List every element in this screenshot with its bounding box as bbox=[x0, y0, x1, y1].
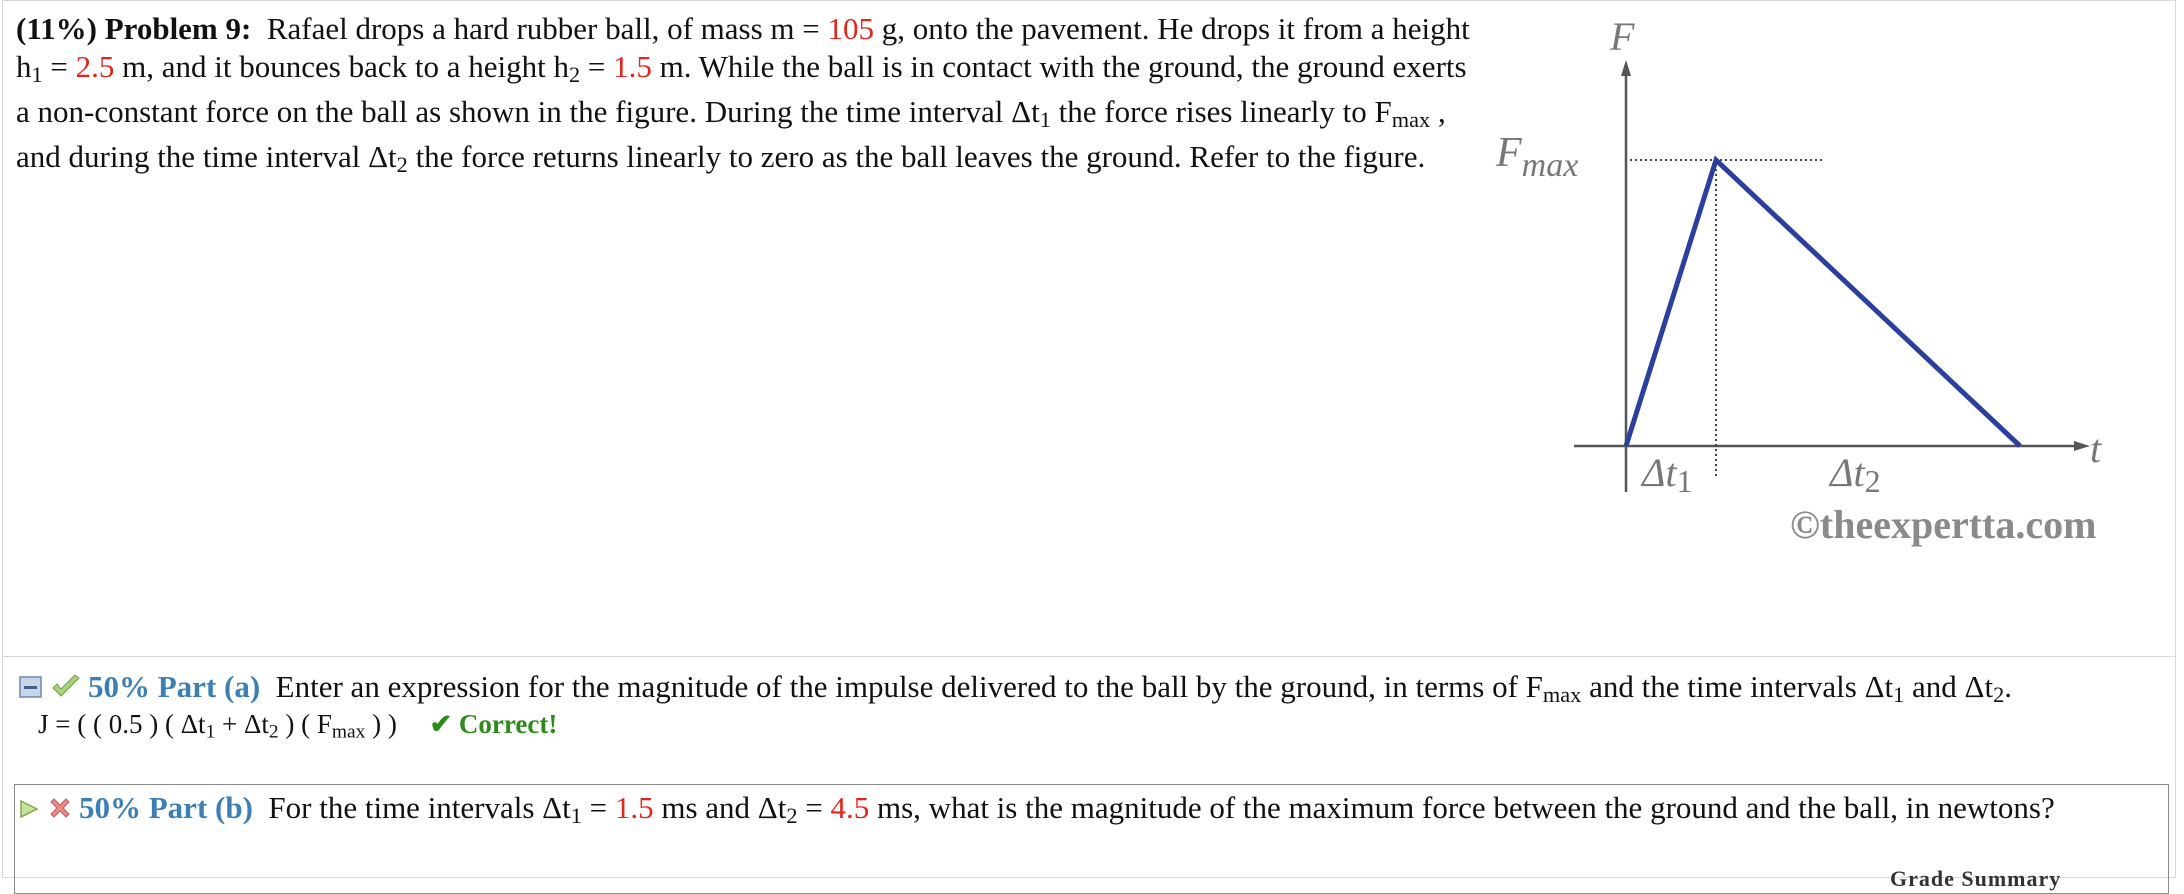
part-a-sub-2: 2 bbox=[1993, 681, 2005, 707]
answer-text-3: ) ( F bbox=[278, 709, 332, 739]
problem-label: Problem 9: bbox=[104, 11, 252, 46]
problem-statement bbox=[16, 10, 1486, 184]
watermark: ©theexpertta.com bbox=[1790, 502, 2097, 547]
y-axis-arrow-icon bbox=[1621, 60, 1631, 76]
answer-sub-1: 1 bbox=[205, 721, 216, 743]
section-divider bbox=[2, 656, 2176, 657]
part-a-question-2: and the time intervals Δt bbox=[1581, 669, 1894, 704]
dt2-label-sub: 2 bbox=[1864, 463, 1881, 499]
problem-text-7: the force rises linearly to F bbox=[1050, 93, 1392, 129]
part-b-question-5: ms, what is the magnitude of the maximum force between the ground and the ball, in newtons? bbox=[869, 790, 2055, 825]
h1-subscript: 1 bbox=[31, 61, 43, 87]
dt2-label bbox=[1828, 450, 1881, 499]
problem-text-8: , and during the time interval Δt bbox=[16, 93, 1446, 175]
dt1-label bbox=[1640, 450, 1693, 499]
expand-arrow-icon[interactable] bbox=[17, 792, 41, 830]
part-a-question-1: Enter an expression for the magnitude of the impulse delivered to the ball by the ground, in terms of F bbox=[275, 669, 1543, 704]
problem-text-4: m, and it bounces back to a height h bbox=[114, 48, 569, 84]
force-curve bbox=[1626, 160, 2020, 446]
dt1-label-sub: 1 bbox=[1676, 463, 1693, 499]
problem-text-9: the force returns linearly to zero as the ball leaves the ground. Refer to the figure. bbox=[407, 139, 1426, 175]
h2-subscript: 2 bbox=[568, 61, 581, 87]
part-a-label[interactable]: 50% Part (a) bbox=[88, 669, 261, 704]
dt2-label-main: Δt bbox=[1830, 450, 1865, 495]
part-b-question-4: = bbox=[797, 790, 831, 825]
part-b-question bbox=[17, 789, 2137, 835]
part-b-sub-2: 2 bbox=[786, 802, 798, 828]
part-b-question-1: For the time intervals Δt bbox=[268, 790, 571, 825]
part-b-question-3: ms and Δt bbox=[653, 790, 787, 825]
x-axis-label: t bbox=[2090, 426, 2102, 471]
dt2-subscript: 2 bbox=[396, 152, 408, 178]
fmax-label-main: F bbox=[1496, 130, 1522, 176]
part-b-sub-1: 1 bbox=[570, 802, 582, 828]
part-a-sub-max: max bbox=[1542, 681, 1582, 707]
h2-value: 1.5 bbox=[613, 48, 652, 84]
fmax-label-sub: max bbox=[1521, 147, 1579, 184]
problem-text-2: g, onto the pavement. He drops it from a height h bbox=[16, 11, 1470, 84]
dt1-value: 1.5 bbox=[614, 790, 654, 825]
force-time-figure bbox=[1490, 0, 2180, 560]
part-a-question-4: . bbox=[2004, 669, 2012, 704]
answer-sub-2: 2 bbox=[268, 721, 279, 743]
correct-status: ✔ Correct! bbox=[429, 709, 558, 739]
fmax-label bbox=[1495, 130, 1578, 184]
collapse-icon[interactable] bbox=[18, 671, 44, 709]
x-axis-arrow-icon bbox=[2074, 441, 2090, 451]
grade-summary-label: Grade Summary bbox=[1890, 866, 2062, 891]
dt1-label-main: Δt bbox=[1642, 450, 1677, 495]
answer-sub-max: max bbox=[331, 721, 366, 743]
part-b-panel bbox=[14, 784, 2169, 894]
part-a-sub-1: 1 bbox=[1893, 681, 1905, 707]
incorrect-x-icon bbox=[47, 792, 73, 830]
part-a-question-3: and Δt bbox=[1904, 669, 1994, 704]
problem-text-6: m. While the ball is in contact with the ground, the ground exerts a non-constant force on the ball as shown in the figure. During the time interval Δt bbox=[16, 48, 1467, 129]
part-b-question-2: = bbox=[581, 790, 615, 825]
part-b-label[interactable]: 50% Part (b) bbox=[79, 790, 253, 825]
answer-text-1: J = ( ( 0.5 ) ( Δt bbox=[38, 709, 206, 739]
problem-text-5: = bbox=[580, 48, 614, 84]
problem-text-3: = bbox=[42, 48, 76, 84]
problem-text-1: Rafael drops a hard rubber ball, of mass m = bbox=[266, 11, 828, 46]
answer-text-4: ) ) bbox=[365, 709, 397, 739]
dt1-subscript: 1 bbox=[1039, 106, 1051, 132]
answer-text-2: + Δt bbox=[215, 709, 269, 739]
problem-weight: (11%) bbox=[16, 11, 97, 46]
dt2-value: 4.5 bbox=[830, 790, 870, 825]
mass-value: 105 bbox=[827, 11, 875, 46]
fmax-subscript: max bbox=[1391, 106, 1431, 132]
h1-value: 2.5 bbox=[75, 48, 115, 84]
check-icon bbox=[50, 671, 82, 709]
y-axis-label: F bbox=[1610, 14, 1635, 59]
part-a-answer bbox=[38, 707, 557, 749]
